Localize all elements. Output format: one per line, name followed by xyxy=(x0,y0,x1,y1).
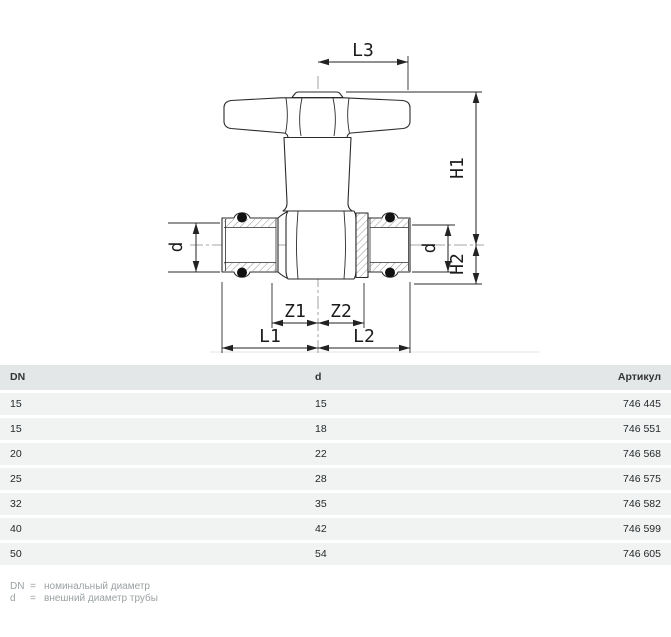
table-row xyxy=(0,393,671,415)
cell-article: 746 599 xyxy=(623,523,661,535)
footnote-equals: = xyxy=(30,593,36,604)
cell-d: 15 xyxy=(315,398,327,410)
footnote-term: d xyxy=(10,593,16,604)
cell-d: 35 xyxy=(315,498,327,510)
cell-d: 54 xyxy=(315,548,327,560)
table-row xyxy=(0,418,671,440)
dim-label-d-right: d xyxy=(419,242,440,254)
dim-label-Z2: Z2 xyxy=(330,301,352,322)
dim-label-H1: H1 xyxy=(447,157,468,179)
dim-label-Z1: Z1 xyxy=(284,301,306,322)
footnote-d xyxy=(10,593,158,605)
column-header-d: d xyxy=(315,371,322,383)
valve-handle xyxy=(224,98,410,138)
table-row xyxy=(0,443,671,465)
dim-label-L1: L1 xyxy=(259,326,281,347)
cell-article: 746 575 xyxy=(623,473,661,485)
cell-d: 22 xyxy=(315,448,327,460)
dim-label-d-left: d xyxy=(166,241,187,253)
cell-article: 746 605 xyxy=(623,548,661,560)
table-row xyxy=(0,518,671,540)
dim-label-H2: H2 xyxy=(447,253,468,275)
dim-label-L2: L2 xyxy=(353,326,375,347)
cell-dn: 15 xyxy=(10,398,22,410)
valve-body-outline xyxy=(222,92,410,279)
table-header-row xyxy=(0,365,671,390)
cell-article: 746 582 xyxy=(623,498,661,510)
cell-dn: 40 xyxy=(10,523,22,535)
cell-dn: 20 xyxy=(10,448,22,460)
table-row xyxy=(0,543,671,565)
footnotes xyxy=(10,581,158,605)
cell-article: 746 445 xyxy=(623,398,661,410)
table-row xyxy=(0,468,671,490)
spec-table xyxy=(0,365,671,565)
footnote-equals: = xyxy=(30,581,36,592)
cell-dn: 15 xyxy=(10,423,22,435)
cell-d: 42 xyxy=(315,523,327,535)
table-row xyxy=(0,493,671,515)
cell-dn: 32 xyxy=(10,498,22,510)
valve-stem xyxy=(283,138,352,212)
cell-d: 28 xyxy=(315,473,327,485)
column-header-dn: DN xyxy=(10,371,26,383)
cell-dn: 25 xyxy=(10,473,22,485)
footnote-term: DN xyxy=(10,581,25,592)
cell-dn: 50 xyxy=(10,548,22,560)
footnote-definition: номинальный диаметр xyxy=(44,581,150,592)
cell-article: 746 568 xyxy=(623,448,661,460)
handle-cap xyxy=(292,92,343,98)
footnote-dn xyxy=(10,581,158,593)
cell-article: 746 551 xyxy=(623,423,661,435)
dim-label-L3: L3 xyxy=(352,40,374,61)
cell-d: 18 xyxy=(315,423,327,435)
footnote-definition: внешний диаметр трубы xyxy=(44,593,158,604)
column-header-article: Артикул xyxy=(617,371,661,383)
